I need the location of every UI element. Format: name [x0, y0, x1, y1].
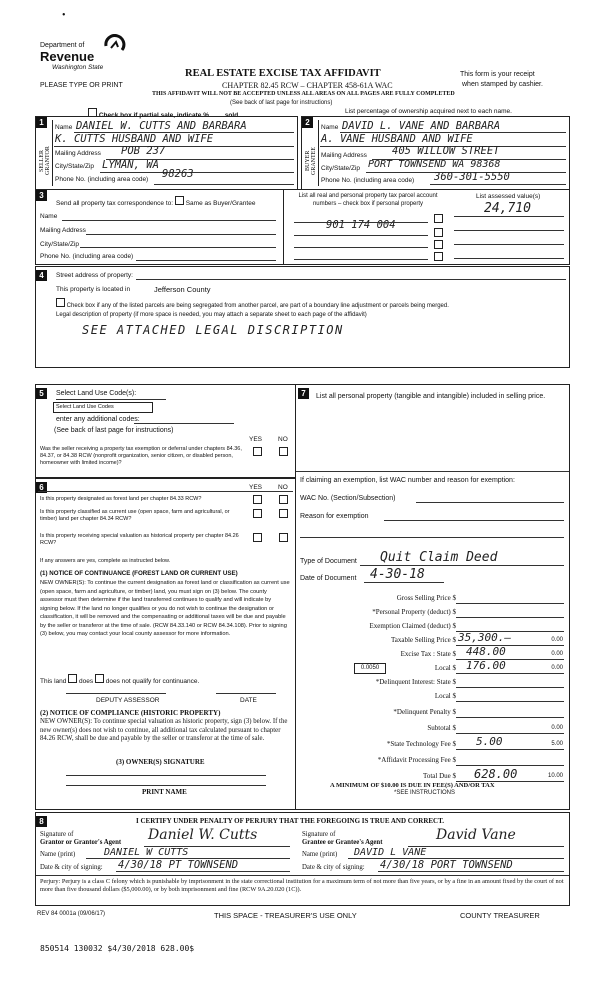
tax-row	[296, 592, 569, 606]
assessed-value[interactable]: 24,710	[484, 201, 531, 216]
tax-row-label: Local $	[434, 692, 456, 700]
buyer-name-line1[interactable]: DAVID L. VANE AND BARBARA	[342, 120, 501, 132]
tax-row	[296, 676, 569, 690]
seller-address-label: Mailing Address	[55, 150, 101, 157]
sec5-yes: YES	[249, 436, 263, 443]
buyer-address-label: Mailing Address	[321, 152, 367, 159]
tax-row-label: *Personal Property (deduct) $	[372, 608, 456, 616]
land-use-title: Select Land Use Code(s):	[56, 390, 137, 397]
current-use-yes-checkbox[interactable]	[253, 509, 262, 518]
section-1-number: 1	[36, 117, 47, 128]
parcel-checkbox-1[interactable]	[434, 214, 443, 223]
seller-name-label: Name	[55, 124, 73, 131]
receipt-note1: This form is your receipt	[460, 71, 535, 78]
land-use-see-back: (See back of last page for instructions)	[54, 427, 174, 434]
form-statute: CHAPTER 82.45 RCW – CHAPTER 458-61A WAC	[222, 81, 393, 90]
buyer-name-label: Name	[321, 124, 339, 131]
parcel-checkbox-3[interactable]	[434, 240, 443, 249]
local-rate[interactable]: 0.0050	[354, 663, 386, 674]
segregated-row	[56, 298, 449, 309]
perjury-note: Perjury: Perjury is a class C felony which is punishable by imprisonment in the state correctional institution for a maximum term of not more than five years, or by a fine in an amount fixed by the court of not more than five thousand dollars ($5,000.00), or by both imprisonment and fine (RCW 9A.20.020 (1C)).	[40, 878, 564, 893]
notice1-title: (1) NOTICE OF CONTINUANCE (FOREST LAND OR CURRENT USE)	[40, 570, 238, 577]
form-title: REAL ESTATE EXCISE TAX AFFIDAVIT	[185, 68, 381, 79]
section-4-number: 4	[36, 270, 47, 281]
notice2-body: NEW OWNER(S): To continue special valuation as historic property, sign (3) below. If the new owner(s) does not wish to continue, all additional tax calculated pursuant to chapter 84.26 RCW, shall be due and payable by the seller or transferor at the time of sale.	[40, 718, 288, 742]
historic-question: Is this property receiving special valuation as historical property per chapter 84.26 RCW?	[40, 533, 239, 546]
segregated-label: Check box if any of the listed parcels are being segregated from another parcel, are part of a boundary line adjustment or parcels being merged.	[66, 303, 449, 309]
small-mark: •	[62, 10, 66, 21]
revenue-logo	[40, 36, 130, 76]
current-use-no-checkbox[interactable]	[279, 509, 288, 518]
sec5-yes-checkbox[interactable]	[253, 447, 262, 456]
buyer-city-label: City/State/Zip	[321, 165, 361, 172]
logo-line3: Washington State	[52, 64, 104, 71]
grantee-name[interactable]: DAVID L VANE	[354, 847, 427, 858]
sec3-phone-label: Phone No. (including area code)	[40, 253, 134, 260]
revenue-logo-icon	[102, 34, 126, 56]
doc-type-label: Type of Document	[300, 558, 357, 565]
logo-line2: Revenue	[40, 49, 95, 64]
section-8-number: 8	[36, 816, 47, 827]
owner-signature-label: (3) OWNER(S) SIGNATURE	[116, 758, 205, 766]
exemption-question: Was the seller receiving a property tax exemption or deferral under chapters 84.36, 84.37, or 84.38 RCW (nonprofit organization, senior citizen, or disabled person, homeowner with limited income)?	[40, 446, 242, 466]
tax-row-value: 5.00	[551, 741, 563, 747]
section-5	[35, 384, 296, 478]
notice1-body: NEW OWNER(S): To continue the current designation as forest land or classification as current use (open space, farm and agriculture, or timber) land, you must sign on (3) below. The county assessor must then determine if the land transferred continues to qualify and will indicate by signing below. If the land no longer qualifies or you do not wish to continue the designation or classification, it will be removed and the compensating or additional taxes will be due and payable by the seller or transferor at the time of sale. (RCW 84.33.140 or RCW 84.34.108). Prior to signing (3) below, you may contact your local county assessor for more information.	[40, 580, 290, 637]
buyer-name-line2[interactable]: A. VANE HUSBAND AND WIFE	[321, 133, 473, 145]
doc-date-label: Date of Document	[300, 575, 357, 582]
sec5-no-checkbox[interactable]	[279, 447, 288, 456]
forest-yes-checkbox[interactable]	[253, 495, 262, 504]
parcel-checkbox-2[interactable]	[434, 228, 443, 237]
tax-row-value: 0.00	[551, 665, 563, 671]
does-not-label: does not	[105, 678, 131, 685]
same-as-buyer-label: Same as Buyer/Grantee	[185, 200, 256, 207]
seller-name-line1[interactable]: DANIEL W. CUTTS AND BARBARA	[76, 120, 247, 132]
grantor-date[interactable]: 4/30/18 PT TOWNSEND	[118, 859, 239, 871]
seller-section	[35, 116, 298, 190]
grantor-name[interactable]: DANIEL W CUTTS	[104, 847, 189, 858]
percentage-note: List percentage of ownership acquired next to each name.	[345, 108, 512, 115]
legal-label: Legal description of property (if more space is needed, you may attach a separate sheet to each page of the affidavit)	[56, 312, 367, 318]
tax-row-label: Exemption Claimed (deduct) $	[369, 622, 456, 630]
tax-row	[296, 754, 569, 768]
form-warning: THIS AFFIDAVIT WILL NOT BE ACCEPTED UNLESS ALL AREAS ON ALL PAGES ARE FULLY COMPLETED	[152, 91, 455, 97]
seller-zip[interactable]: 98263	[162, 168, 194, 180]
tax-row-handwritten[interactable]: 5.00	[476, 735, 503, 748]
qualify-label: qualify for continuance.	[132, 678, 200, 685]
tax-row-label: *Delinquent Interest: State $	[375, 678, 456, 686]
tax-row-handwritten[interactable]: 35,300.–	[458, 631, 511, 644]
receipt-note2: when stamped by cashier.	[462, 81, 543, 88]
tax-row-value: 10.00	[547, 773, 563, 779]
rev-number: REV 84 0001a (09/06/17)	[37, 911, 106, 917]
seller-city-label: City/State/Zip	[55, 163, 95, 170]
tax-row	[296, 659, 569, 676]
section-7-number: 7	[298, 388, 309, 399]
partial-sale-label: Check box if partial sale, indicate %	[98, 112, 209, 119]
historic-yes-checkbox[interactable]	[253, 533, 262, 542]
tax-row	[296, 722, 569, 736]
section-3-number: 3	[36, 190, 47, 201]
parcel-checkbox-4[interactable]	[434, 252, 443, 261]
sec3-name-label: Name	[40, 213, 58, 220]
tax-table	[296, 592, 569, 782]
this-land-label: This land	[40, 678, 67, 685]
tax-row-value: 0.00	[551, 651, 563, 657]
buyer-section	[301, 116, 570, 190]
additional-codes-label: enter any additional codes:	[56, 416, 140, 423]
sec6-no: NO	[278, 484, 288, 491]
tax-row-label: *Affidavit Processing Fee $	[377, 756, 456, 764]
grantor-date-label: Date & city of signing:	[40, 864, 103, 871]
tax-row-label: *Delinquent Penalty $	[393, 708, 456, 716]
assessed-header: List assessed value(s)	[476, 193, 541, 200]
seller-city[interactable]: LYMAN, WA	[102, 159, 159, 171]
tax-row-label: Taxable Selling Price $	[390, 636, 456, 644]
sec5-no: NO	[278, 436, 288, 443]
personal-property-title: List all personal property (tangible and intangible) included in selling price.	[316, 393, 546, 400]
tax-row-label: Subtotal $	[427, 724, 456, 732]
does-not-checkbox[interactable]	[95, 674, 104, 683]
tax-row-label: Local $	[434, 664, 456, 672]
county-value[interactable]: Jefferson County	[154, 285, 211, 294]
buyer-phone-label: Phone No. (including area code)	[321, 177, 415, 184]
buyer-address[interactable]: 405 WILLOW STREET	[392, 145, 500, 157]
sec6-yes: YES	[249, 484, 263, 491]
tax-row-label: Total Due $	[423, 772, 456, 780]
grantor-sig-label-line1: Signature of	[40, 831, 74, 838]
grantor-signature[interactable]: Daniel W. Cutts	[148, 827, 258, 843]
see-instructions-note: *SEE INSTRUCTIONS	[394, 790, 456, 796]
tax-row-handwritten[interactable]: 448.00	[466, 645, 506, 658]
sec3-address-label: Mailing Address	[40, 227, 86, 234]
does-checkbox[interactable]	[68, 674, 77, 683]
tax-row-handwritten[interactable]: 176.00	[466, 659, 506, 672]
segregated-checkbox[interactable]	[56, 298, 65, 307]
forest-question: Is this property designated as forest land per chapter 84.33 RCW?	[40, 496, 202, 502]
assessor-date-label: DATE	[240, 697, 257, 704]
doc-date-value[interactable]: 4-30-18	[370, 567, 425, 582]
legal-description[interactable]: SEE ATTACHED LEGAL DISCRIPTION	[82, 323, 344, 337]
sec3-city-label: City/State/Zip	[40, 241, 80, 248]
tax-row	[296, 631, 569, 648]
print-name-label: PRINT NAME	[142, 788, 187, 796]
tax-row-handwritten[interactable]: 628.00	[474, 767, 518, 781]
grantee-signature[interactable]: David Vane	[436, 827, 516, 843]
see-back-note: (See back of last page for instructions)	[230, 100, 333, 106]
deputy-assessor-label: DEPUTY ASSESSOR	[96, 697, 160, 704]
tax-row-label: *State Technology Fee $	[386, 740, 456, 748]
sold-label: sold.	[224, 112, 240, 119]
grantee-date[interactable]: 4/30/18 PORT TOWNSEND	[380, 859, 513, 871]
tax-row-value: 0.00	[551, 725, 563, 731]
same-as-buyer-checkbox[interactable]	[175, 196, 184, 205]
notice2-title: (2) NOTICE OF COMPLIANCE (HISTORIC PROPERTY)	[40, 709, 221, 717]
seller-address[interactable]: POB 237	[121, 145, 166, 157]
wac-label: WAC No. (Section/Subsection)	[300, 495, 396, 502]
seller-phone-label: Phone No. (including area code)	[55, 176, 149, 183]
section-6	[35, 478, 296, 810]
land-use-select[interactable]: Select Land Use Codes	[53, 402, 153, 413]
grantee-sig-label-line2: Grantee or Grantee's Agent	[302, 839, 383, 846]
tax-row	[296, 735, 569, 752]
historic-no-checkbox[interactable]	[279, 533, 288, 542]
type-or-print: PLEASE TYPE OR PRINT	[40, 82, 123, 89]
continuance-row	[40, 674, 199, 685]
grantee-date-label: Date & city of signing:	[302, 864, 365, 871]
send-label: Send all property tax correspondence to:	[56, 200, 174, 207]
section-6-number: 6	[36, 482, 47, 493]
section-5-number: 5	[36, 388, 47, 399]
tax-row-label: Gross Selling Price $	[396, 594, 456, 602]
treasurer-space-label: THIS SPACE - TREASURER'S USE ONLY	[214, 911, 357, 920]
treasurer-stamp: 850514 130032 $4/30/2018 628.00$	[40, 944, 195, 953]
seller-name-line2[interactable]: K. CUTTS HUSBAND AND WIFE	[55, 133, 214, 145]
grantee-sig-label	[302, 831, 382, 847]
seller-label: SELLER GRANTOR	[39, 146, 51, 176]
exemption-reason-label: Reason for exemption	[300, 513, 369, 520]
tax-row-value: 0.00	[551, 637, 563, 643]
section-8	[35, 812, 570, 906]
section-2-number: 2	[302, 117, 313, 128]
tax-row	[296, 606, 569, 620]
tax-row	[296, 645, 569, 662]
county-treasurer-label: COUNTY TREASURER	[460, 911, 540, 920]
does-label: does	[79, 678, 94, 685]
claim-exemption-label: If claiming an exemption, list WAC number and reason for exemption:	[300, 477, 515, 484]
logo-line1: Department of	[40, 42, 85, 49]
forest-no-checkbox[interactable]	[279, 495, 288, 504]
buyer-city[interactable]: PORT TOWNSEND WA 98368	[368, 159, 501, 170]
located-label: This property is located in	[56, 286, 131, 293]
section-7	[295, 384, 570, 810]
certify-statement: I CERTIFY UNDER PENALTY OF PERJURY THAT THE FOREGOING IS TRUE AND CORRECT.	[136, 817, 445, 825]
street-label: Street address of property:	[56, 272, 133, 279]
parcel-header: List all real and personal property tax parcel account numbers – check box if personal property	[298, 193, 438, 207]
grantor-name-label: Name (print)	[40, 851, 76, 858]
grantee-name-label: Name (print)	[302, 851, 338, 858]
minimum-fee-note: A MINIMUM OF $10.00 IS DUE IN FEE(S) AND/OR TAX	[330, 782, 495, 789]
section-4	[35, 266, 570, 368]
buyer-phone[interactable]: 360-301-5550	[434, 171, 510, 183]
tax-row	[296, 706, 569, 720]
doc-type-value[interactable]: Quit Claim Deed	[380, 550, 498, 565]
send-correspondence	[56, 196, 255, 207]
tax-row	[296, 690, 569, 704]
grantor-sig-label	[40, 831, 121, 847]
if-yes-note: If any answers are yes, complete as instructed below.	[40, 558, 171, 564]
section-3	[35, 189, 570, 265]
tax-row	[296, 620, 569, 634]
grantor-sig-label-line2: Grantor or Grantor's Agent	[40, 839, 122, 846]
current-use-question: Is this property classified as current use (open space, farm and agricultural, or timber) land per chapter 84.34 RCW?	[40, 509, 230, 522]
buyer-label: BUYER GRANTEE	[305, 147, 317, 175]
parcel-number[interactable]: 901 174 004	[326, 219, 396, 231]
tax-row-label: Excise Tax : State $	[400, 650, 456, 658]
grantee-sig-label-line1: Signature of	[302, 831, 336, 838]
